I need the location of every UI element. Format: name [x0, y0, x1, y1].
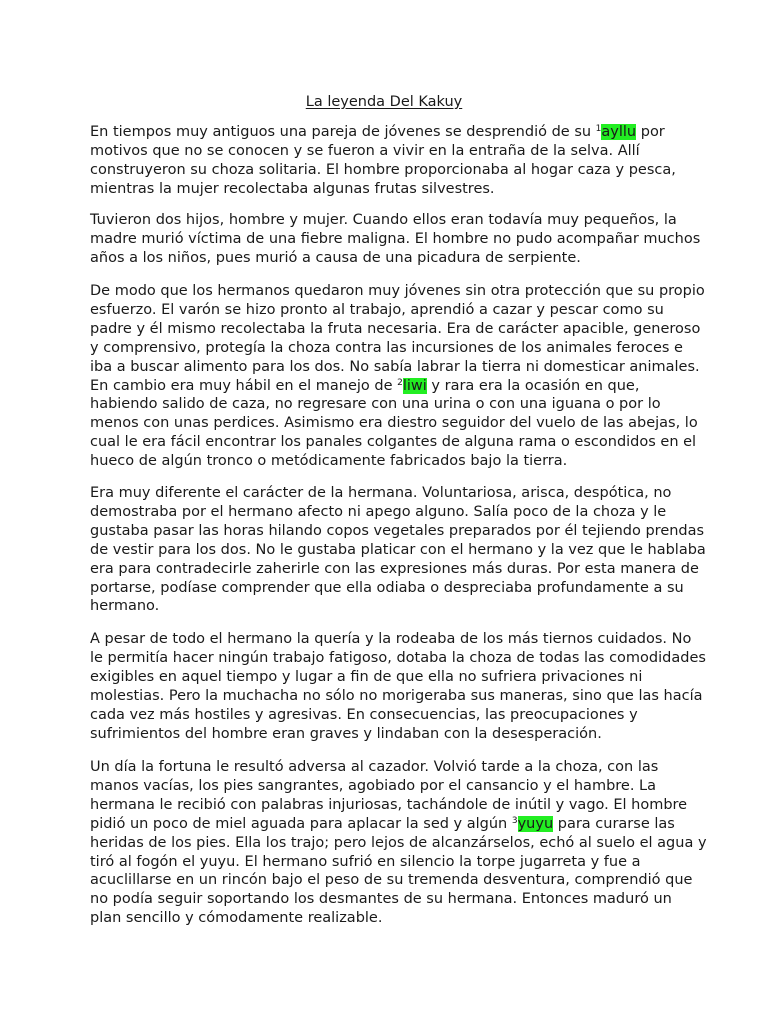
text-line: molestias. Pero la muchacha no sólo no morigeraba sus maneras, sino que las hacía — [90, 687, 703, 704]
text-line: acuclillarse en un rincón bajo el peso de su tremenda desventura, comprendió que — [90, 872, 693, 889]
text-line: habiendo salido de caza, no regresare con una urina o con una iguana o por lo — [90, 396, 661, 413]
text-line: esfuerzo. El varón se hizo pronto al trabajo, aprendió a cazar y pescar como su — [90, 301, 664, 318]
text-line: motivos que no se conocen y se fueron a vivir en la entraña de la selva. Allí — [90, 142, 640, 159]
highlighted-term: liwi — [402, 377, 427, 394]
paragraph — [90, 211, 701, 268]
paragraph — [90, 758, 707, 928]
text-line: tiró al fogón el yuyu. El hermano sufrió en silencio la torpe jugarreta y fue a — [90, 853, 641, 870]
document-title: La leyenda Del Kakuy — [305, 94, 463, 110]
text-line: plan sencillo y cómodamente realizable. — [90, 910, 383, 927]
text-line: cual le era fácil encontrar los panales colgantes de alguna rama o escondidos en el — [90, 434, 697, 451]
paragraph — [90, 282, 705, 471]
text-line: De modo que los hermanos quedaron muy jóvenes sin otra protección que su propio — [90, 283, 705, 299]
text-segment: En cambio era muy hábil en el manejo de — [90, 377, 398, 394]
text-line: hermana le recibió con palabras injuriosas, tachándole de inútil y vago. El hombre — [90, 796, 688, 813]
paragraph — [90, 123, 690, 199]
text-line: demostraba por el hermano afecto ni apego alguno. Salía poco de la choza y le — [90, 503, 667, 520]
text-line: no podía seguir soportando los desmantes de su hermana. Entonces maduró un — [90, 891, 672, 908]
text-segment: pidió un poco de miel aguada para aplacar la sed y algún — [90, 815, 512, 832]
text-line: Tuvieron dos hijos, hombre y mujer. Cuando ellos eran todavía muy pequeños, la — [90, 212, 677, 228]
text-line: Era muy diferente el carácter de la hermana. Voluntariosa, arisca, despótica, no — [90, 485, 672, 501]
text-line: años a los niños, pues murió a causa de una picadura de serpiente. — [90, 249, 581, 266]
footnote-marker: 3 — [511, 815, 518, 826]
text-line: portarse, podíase comprender que ella odiaba o despreciaba profundamente a su — [90, 579, 684, 596]
text-line: heridas de los pies. Ella los trajo; pero lejos de alcanzárselos, echó al suelo el agua y — [90, 834, 707, 851]
text-line — [90, 123, 690, 142]
text-line: construyeron su choza solitaria. El hombre proporcionaba al hogar caza y pesca, — [90, 161, 676, 178]
text-line: manos vacías, los pies sangrantes, agobiado por el cansancio y el hambre. La — [90, 777, 657, 794]
text-line: y comprensivo, protegía la choza contra las incursiones de los animales feroces e — [90, 339, 683, 356]
text-line: Un día la fortuna le resultó adversa al cazador. Volvió tarde a la choza, con las — [90, 759, 659, 775]
text-segment: En tiempos muy antiguos una pareja de jóvenes se desprendió de su — [90, 124, 596, 140]
text-line: cada vez más hostiles y agresivas. En consecuencias, las preocupaciones y — [90, 706, 638, 723]
text-line: era para contradecirle zaherirle con las expresiones más duras. Por esta manera de — [90, 560, 699, 577]
text-line: padre y él mismo recolectaba la fruta necesaria. Era de carácter apacible, generoso — [90, 320, 701, 337]
text-line: iba a buscar alimento para los dos. No sabía labrar la tierra ni domesticar animales. — [90, 358, 700, 375]
text-line: hermano. — [90, 598, 160, 615]
text-segment: y rara era la ocasión en que, — [426, 377, 640, 394]
text-segment: para curarse las — [553, 815, 675, 832]
text-line: A pesar de todo el hermano la quería y la rodeaba de los más tiernos cuidados. No — [90, 631, 692, 647]
footnote-marker: 2 — [397, 377, 403, 388]
text-line: sufrimientos del hombre eran graves y lindaban con la desesperación. — [90, 725, 602, 742]
highlighted-term: yuyu — [517, 815, 554, 832]
paragraph — [90, 630, 706, 743]
paragraph — [90, 484, 706, 616]
footnote-marker: 1 — [595, 124, 602, 134]
text-line — [90, 377, 690, 396]
text-line: le permitía hacer ningún trabajo fatigoso, dotaba la choza de todas las comodidades — [90, 649, 706, 666]
text-line — [90, 815, 690, 834]
text-line: mientras la mujer recolectaba algunas frutas silvestres. — [90, 180, 495, 197]
text-line: de vestir para los dos. No le gustaba platicar con el hermano y la vez que le hablaba — [90, 541, 706, 558]
text-line: menos con unas perdices. Asimismo era diestro seguidor del vuelo de las abejas, lo — [90, 415, 698, 432]
highlighted-term: ayllu — [601, 124, 637, 140]
text-line: hueco de algún tronco o metódicamente fabricados bajo la tierra. — [90, 453, 568, 470]
text-line: madre murió víctima de una fiebre maligna. El hombre no pudo acompañar muchos — [90, 230, 701, 247]
text-segment: por — [636, 124, 665, 140]
text-line: exigibles en aquel tiempo y lugar a fin de que ella no sufriera privaciones ni — [90, 668, 643, 685]
text-line: gustaba pasar las horas hilando copos vegetales preparados por él tejiendo prendas — [90, 522, 705, 539]
